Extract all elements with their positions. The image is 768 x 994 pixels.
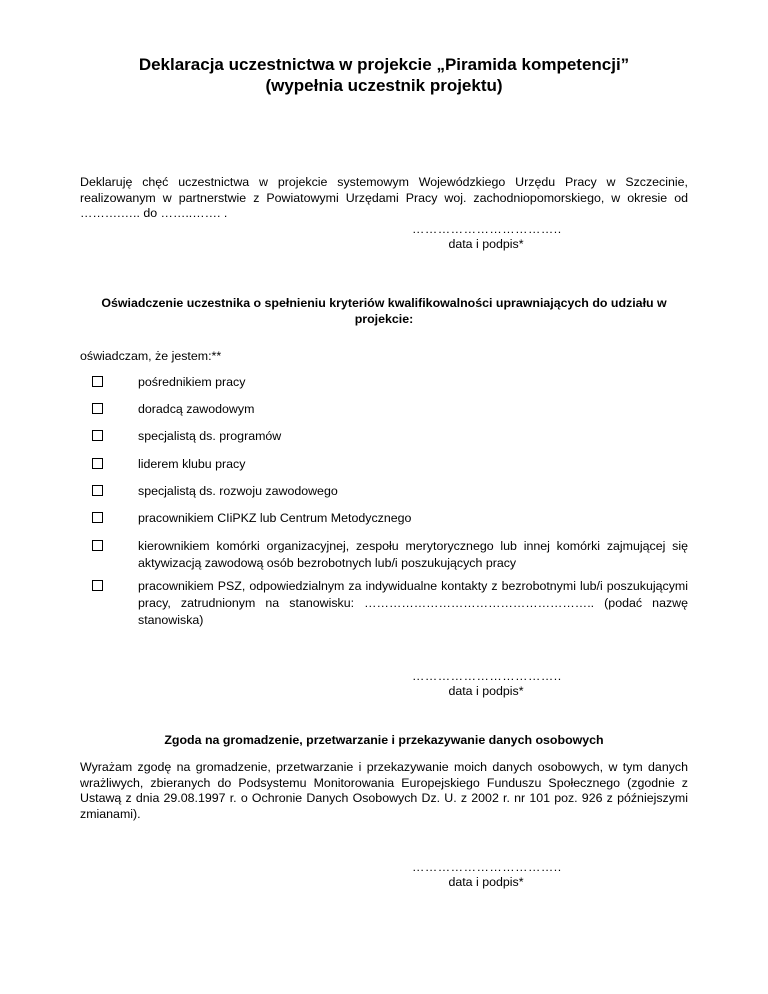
consent-text: Wyrażam zgodę na gromadzenie, przetwarzanie i przekazywanie moich danych osobowych, w tym danych wrażliwych, zbieranych do Podsystemu Monitorowania Europejskiego Funduszu Społecznego (zgodnie z Ustawą z dnia 29.08.1997 r. o Ochronie Danych Osobowych Dz. U. z 2002 r. nr 101 poz. 926 z późniejszymi zmianami). — [80, 760, 688, 821]
checkbox[interactable] — [92, 376, 103, 387]
checkbox[interactable] — [92, 512, 103, 523]
signature-label-1: data i podpis* — [448, 237, 524, 251]
eligibility-section-title: Oświadczenie uczestnika o spełnieniu kryteriów kwalifikowalności uprawniających do udziału w projekcie: — [101, 296, 667, 326]
checkbox[interactable] — [92, 430, 103, 441]
option-label: pracownikiem CIiPKZ lub Centrum Metodycznego — [138, 511, 412, 525]
checkbox[interactable] — [92, 580, 103, 591]
title-line-1: Deklaracja uczestnictwa w projekcie „Piramida kompetencji” — [138, 55, 630, 74]
option-label: specjalistą ds. programów — [138, 429, 282, 443]
checkbox[interactable] — [92, 458, 103, 469]
option-label: pracownikiem PSZ, odpowiedzialnym za indywidualne kontakty z bezrobotnymi lub/i poszukującymi pracy, zatrudnionym na stanowisku: ……………………………………………….. (podać nazwę stanowiska) — [138, 579, 688, 627]
option-item — [80, 428, 688, 445]
option-item — [80, 510, 688, 527]
option-item — [80, 578, 688, 629]
option-label: liderem klubu pracy — [138, 457, 246, 471]
option-label: kierownikiem komórki organizacyjnej, zespołu merytorycznego lub innej komórki zajmującej się aktywizacją zawodową osób bezrobotnych lub/i poszukujących pracy — [138, 539, 688, 570]
signature-line-3[interactable]: …………………………….. — [412, 860, 562, 874]
declaration-text: Deklaruję chęć uczestnictwa w projekcie systemowym Wojewódzkiego Urzędu Pracy w Szczecinie, realizowanym w partnerstwie z Powiatowymi Urzędami Pracy woj. zachodniopomorskiego, w okresie od ……….….. do ……..……. . — [80, 175, 688, 220]
signature-block-3 — [412, 860, 560, 890]
option-label: specjalistą ds. rozwoju zawodowego — [138, 484, 338, 498]
option-item — [80, 374, 688, 391]
signature-block-1 — [412, 222, 560, 252]
consent-section-title: Zgoda na gromadzenie, przetwarzanie i przekazywanie danych osobowych — [164, 733, 604, 747]
option-item — [80, 538, 688, 572]
eligibility-lead: oświadczam, że jestem:** — [80, 349, 222, 363]
option-item — [80, 456, 688, 473]
signature-label-3: data i podpis* — [448, 875, 524, 889]
page-title — [0, 54, 768, 96]
checkbox[interactable] — [92, 403, 103, 414]
option-label: pośrednikiem pracy — [138, 375, 246, 389]
option-item — [80, 401, 688, 418]
signature-label-2: data i podpis* — [448, 684, 524, 698]
checkbox[interactable] — [92, 485, 103, 496]
option-label: doradcą zawodowym — [138, 402, 255, 416]
title-line-2: (wypełnia uczestnik projektu) — [265, 76, 503, 95]
signature-line-2[interactable]: …………………………….. — [412, 669, 562, 683]
option-item — [80, 483, 688, 500]
signature-line-1[interactable]: …………………………….. — [412, 222, 562, 236]
checkbox[interactable] — [92, 540, 103, 551]
signature-block-2 — [412, 669, 560, 699]
